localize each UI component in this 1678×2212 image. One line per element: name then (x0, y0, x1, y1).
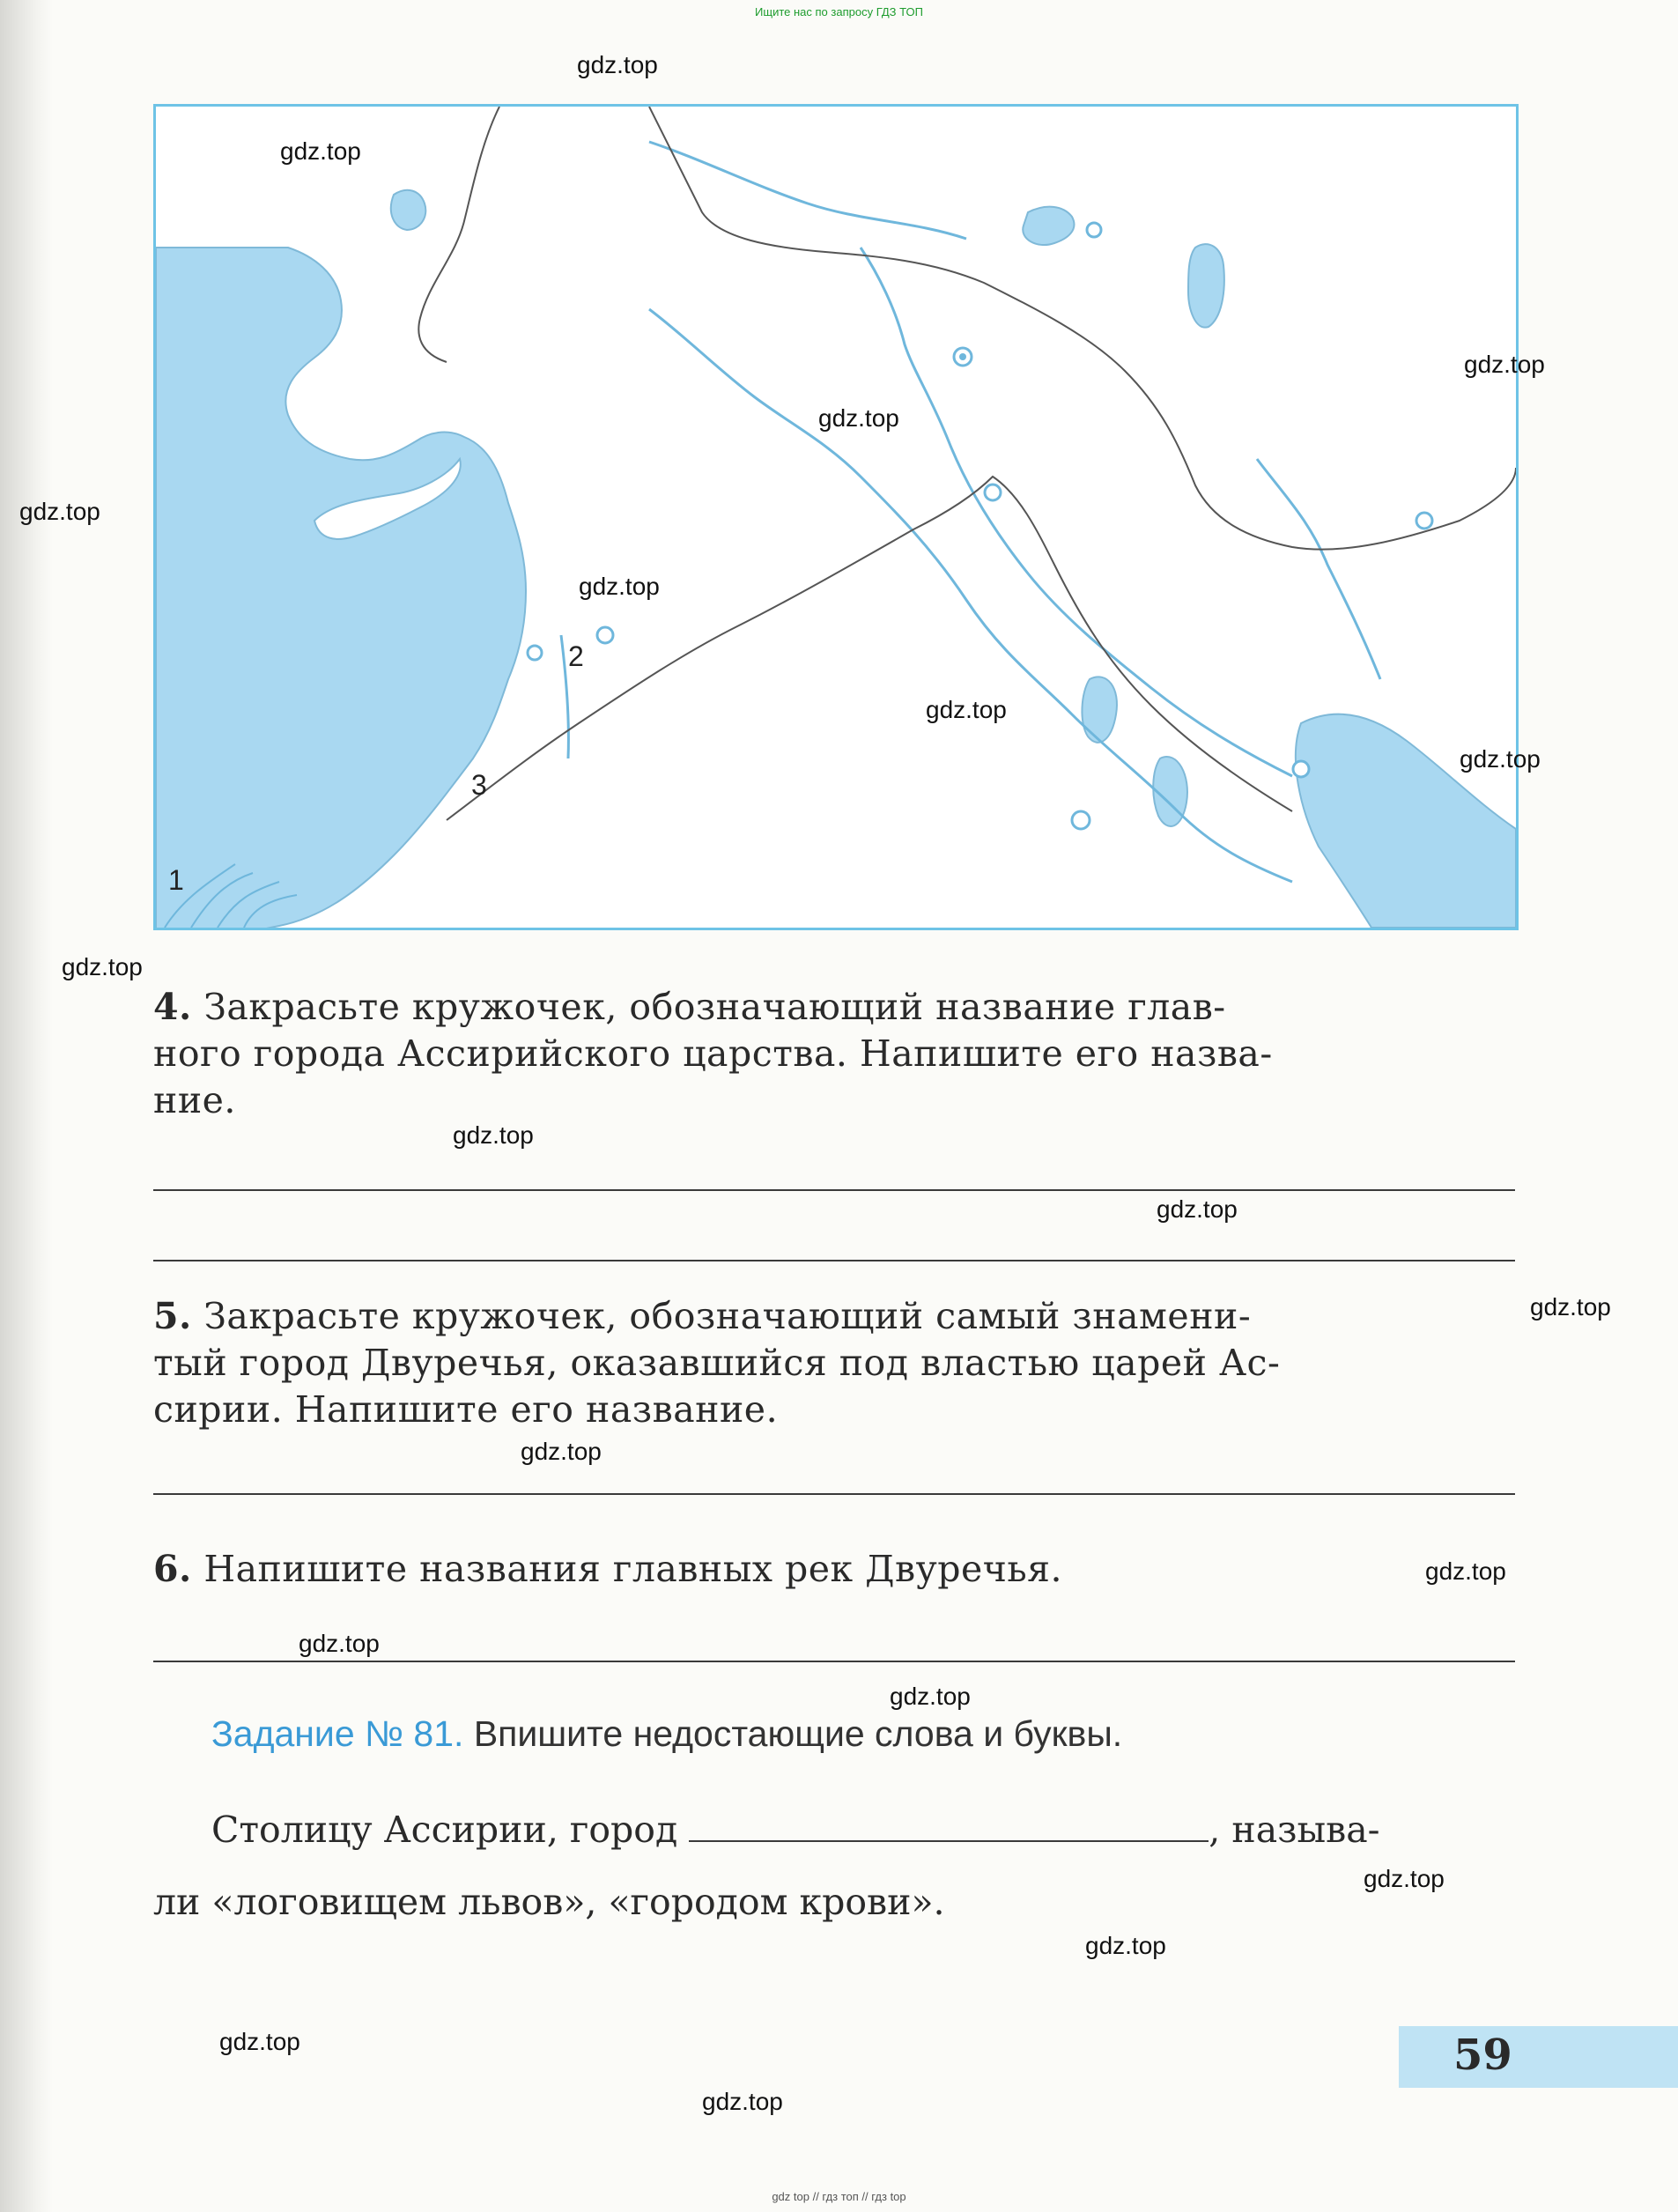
task-6-number: 6. (153, 1548, 192, 1590)
watermark-13[interactable]: gdz.top (521, 1438, 602, 1465)
watermark-19[interactable]: gdz.top (219, 2028, 300, 2055)
task-4-number: 4. (153, 986, 192, 1028)
watermark-15[interactable]: gdz.top (299, 1630, 380, 1657)
watermark-6[interactable]: gdz.top (579, 573, 660, 600)
map-label-2: 2 (568, 640, 584, 672)
task-5-answer-line[interactable] (153, 1493, 1515, 1495)
map-label-1: 1 (168, 864, 184, 896)
page-number-tab (1399, 2026, 1678, 2088)
city-circle-babylon (1072, 811, 1090, 829)
marsh-lake-1 (1082, 677, 1117, 742)
zagros-river (1257, 459, 1380, 679)
watermark-11[interactable]: gdz.top (1157, 1195, 1238, 1223)
watermark-20[interactable]: gdz.top (702, 2088, 783, 2115)
task-5 (153, 1293, 1510, 1433)
watermark-4[interactable]: gdz.top (818, 404, 899, 432)
task-4-answer-line-1[interactable] (153, 1189, 1515, 1191)
watermark-7[interactable]: gdz.top (926, 696, 1007, 723)
task-6-line-1 (153, 1546, 1510, 1593)
task-4-line-2: ного города Ассирийского царства. Напишите его назва- (153, 1032, 1273, 1075)
page-gutter-shadow (0, 0, 53, 2212)
city-circle-east (1416, 513, 1432, 529)
lake-van (1023, 207, 1074, 245)
watermark-14[interactable]: gdz.top (1425, 1557, 1506, 1585)
top-banner[interactable]: Ищите нас по запросу ГДЗ ТОП (755, 5, 923, 18)
watermark-5[interactable]: gdz.top (19, 498, 100, 525)
city-circle-ur (1293, 761, 1309, 777)
task-4 (153, 984, 1510, 1124)
watermark-10[interactable]: gdz.top (453, 1121, 534, 1149)
watermark-1[interactable]: gdz.top (577, 51, 658, 78)
task-5-line-1 (153, 1293, 1510, 1340)
task-4-line-1 (153, 984, 1510, 1031)
zadanie-instruction: Впишите недостающие слова и буквы. (473, 1713, 1123, 1754)
task-4-line-3: ние. (153, 1079, 236, 1121)
watermark-18[interactable]: gdz.top (1085, 1932, 1166, 1959)
fill-after-text: , называ- (1209, 1809, 1380, 1851)
zadanie-81 (211, 1713, 1533, 1755)
watermark-2[interactable]: gdz.top (280, 137, 361, 165)
map-of-mesopotamia (153, 104, 1519, 930)
north-river (649, 142, 966, 239)
map-drawing (156, 107, 1516, 928)
map-label-3: 3 (471, 769, 487, 801)
task-6-text-1: Напишите названия главных рек Двуречья. (203, 1548, 1063, 1590)
city-circle-nineveh-dot (959, 353, 966, 360)
mediterranean-sea (156, 248, 526, 928)
task-4-text-1: Закрасьте кружочек, обозначающий название глав- (203, 986, 1226, 1028)
city-circle-damascus (597, 627, 613, 643)
fill-paragraph-line-1 (211, 1804, 1533, 1855)
page-number: 59 (1453, 2031, 1512, 2080)
city-circle-tyre (528, 646, 542, 660)
watermark-17[interactable]: gdz.top (1364, 1865, 1445, 1892)
small-lake (391, 190, 425, 230)
lake-urmia (1188, 244, 1224, 328)
bottom-banner[interactable]: gdz top // гдз топ // гдз top (772, 2190, 906, 2203)
city-circle-north (1087, 223, 1101, 237)
watermark-12[interactable]: gdz.top (1530, 1293, 1611, 1321)
task-5-line-3: сирии. Напишите его название. (153, 1388, 779, 1431)
task-5-text-1: Закрасьте кружочек, обозначающий самый знамени- (203, 1295, 1252, 1337)
watermark-16[interactable]: gdz.top (890, 1683, 971, 1710)
city-circle-ashur (985, 485, 1001, 500)
watermark-8[interactable]: gdz.top (1460, 745, 1541, 773)
task-5-number: 5. (153, 1295, 192, 1337)
task-5-line-2: тый город Двуречья, оказавшийся под властью царей Ас- (153, 1342, 1281, 1384)
task-6 (153, 1546, 1510, 1593)
euphrates-river (649, 309, 1292, 882)
fill-before-text: Столицу Ассирии, город (211, 1809, 678, 1851)
watermark-3[interactable]: gdz.top (1464, 351, 1545, 378)
zadanie-title: Задание № 81. (211, 1713, 464, 1754)
capital-name-blank[interactable] (689, 1809, 1209, 1842)
task-6-answer-line[interactable] (153, 1661, 1515, 1662)
watermark-9[interactable]: gdz.top (62, 953, 143, 980)
task-4-answer-line-2[interactable] (153, 1260, 1515, 1261)
fill-paragraph-line-2: ли «логовищем львов», «городом крови». (153, 1881, 945, 1923)
